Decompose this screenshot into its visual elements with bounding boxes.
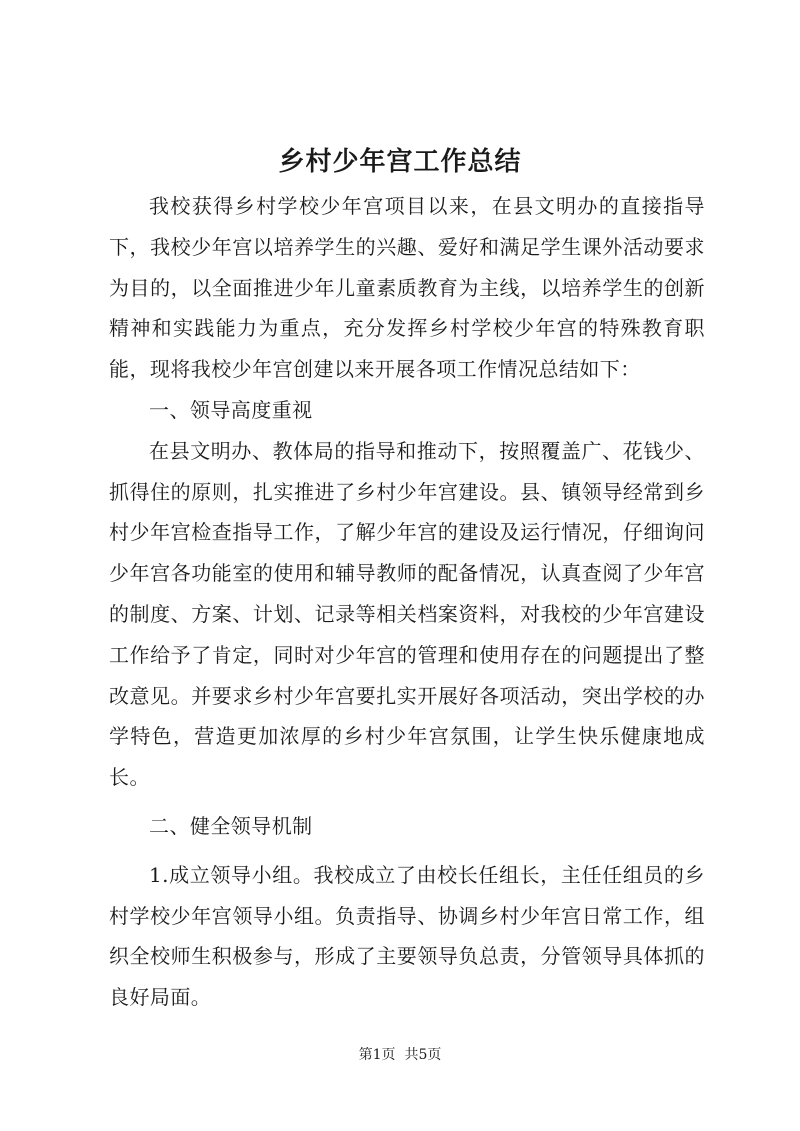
intro-paragraph: 我校获得乡村学校少年宫项目以来，在县文明办的直接指导下，我校少年宫以培养学生的兴趣、爱好和满足学生课外活动要求为目的，以全面推进少年儿童素质教育为主线，以培养学生的创新精神和实践能力为重点，充分发挥乡村学校少年宫的特殊教育职能，现将我校少年宫创建以来开展各项工作情况总结如下： [109,194,705,382]
paragraph-gap [109,847,705,855]
section-heading-1: 一、领导高度重视 [149,397,313,422]
section-heading-2: 二、健全领导机制 [149,813,313,838]
page-footer [0,1045,800,1065]
section-paragraph-2: 1.成立领导小组。我校成立了由校长任组长，主任任组员的乡村学校少年宫领导小组。负责指导、协调乡村少年宫日常工作，组织全校师生积极参与，形成了主要领导负总责，分管领导具体抓的良好局面。 [109,862,705,1010]
section-paragraph-1: 在县文明办、教体局的指导和推动下，按照覆盖广、花钱少、抓得住的原则，扎实推进了乡村少年宫建设。县、镇领导经常到乡村少年宫检查指导工作，了解少年宫的建设及运行情况，仔细询问少年宫各功能室的使用和辅导教师的配备情况，认真查阅了少年宫的制度、方案、计划、记录等相关档案资料，对我校的少年宫建设工作给予了肯定，同时对少年宫的管理和使用存在的问题提出了整改意见。并要求乡村少年宫要扎实开展好各项活动，突出学校的办学特色，营造更加浓厚的乡村少年宫氛围，让学生快乐健康地成长。 [109,438,705,790]
document-body [109,186,705,1018]
page-number-text: 第1页 共5页 [358,1047,442,1063]
document-title: 乡村少年宫工作总结 [278,147,522,177]
paragraph-gap [109,798,705,806]
